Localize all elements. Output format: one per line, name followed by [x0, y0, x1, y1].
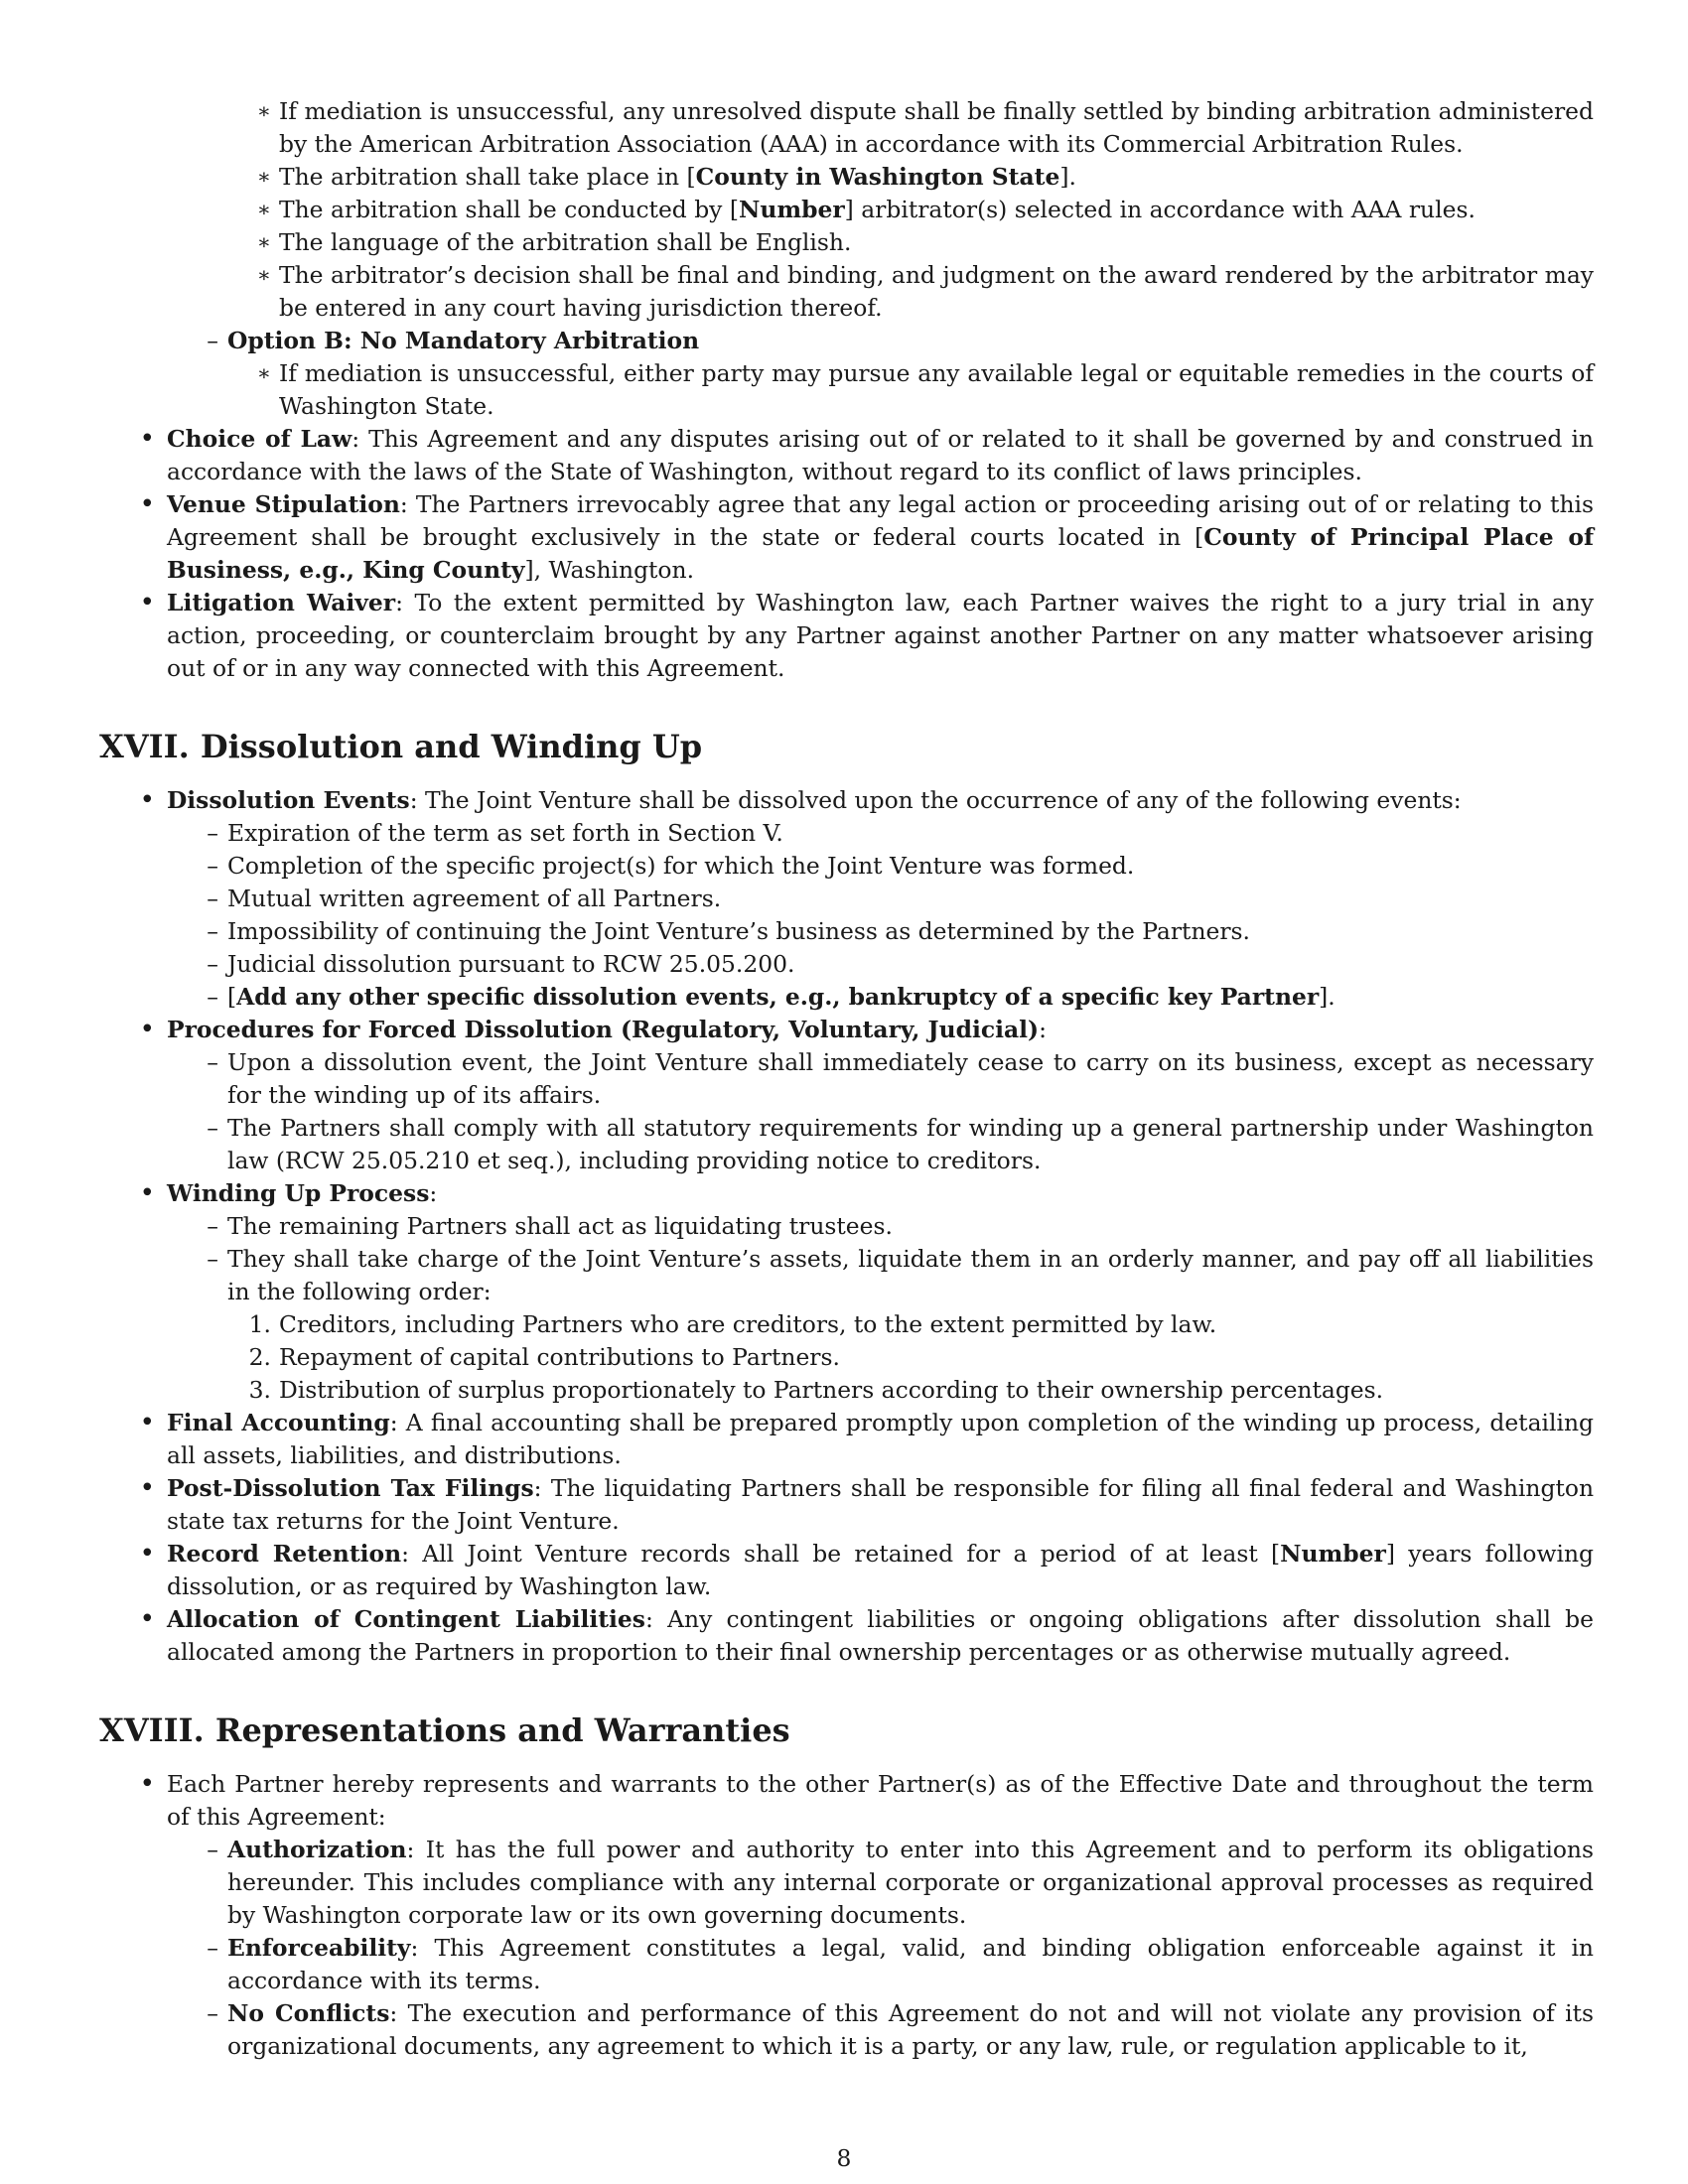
tax-filings: • Post-Dissolution Tax Filings: The liquidating Partners shall be responsible for filing all final federal and Washington state tax returns for the Joint Venture. — [99, 1472, 1594, 1538]
ordered-item: 3. Distribution of surplus proportionately to Partners according to their ownership percentages. — [248, 1376, 1384, 1404]
list-item: – Upon a dissolution event, the Joint Venture shall immediately cease to carry on its business, except as necessary for the winding up of its affairs. — [99, 1046, 1594, 1112]
bullet-marker: • — [139, 1408, 155, 1437]
bullet-marker: • — [139, 489, 155, 519]
star-marker: ∗ — [256, 198, 271, 221]
list-item: – No Conflicts: The execution and performance of this Agreement do not and will not violate any provision of its organizational documents, any agreement to which it is a party, or any law, rule, or regulation applicable to it, — [99, 1997, 1594, 2063]
forced-dissolution: • Procedures for Forced Dissolution (Regulatory, Voluntary, Judicial): — [99, 1014, 1594, 1046]
dash-marker: – — [207, 950, 218, 978]
dash-marker: – — [207, 1245, 218, 1273]
section-heading-xvii: XVII. Dissolution and Winding Up — [99, 728, 703, 765]
dash-marker: – — [207, 885, 218, 912]
star-marker: ∗ — [256, 165, 271, 189]
record-retention: • Record Retention: All Joint Venture records shall be retained for a period of at least [Number] years following dissolution, or as required by Washington law. — [99, 1538, 1594, 1603]
bullet-marker: • — [139, 1473, 155, 1503]
bullet-marker: • — [139, 424, 155, 454]
final-accounting: • Final Accounting: A final accounting shall be prepared promptly upon completion of the winding up process, detailing all assets, liabilities, and distributions. — [99, 1407, 1594, 1472]
ordered-item: 1. Creditors, including Partners who are creditors, to the extent permitted by law. — [248, 1310, 1217, 1338]
star-marker: ∗ — [256, 230, 271, 254]
winding-up-process: • Winding Up Process: — [99, 1177, 1594, 1210]
section-heading-xviii: XVIII. Representations and Warranties — [99, 1711, 790, 1749]
list-item: – Expiration of the term as set forth in Section V. — [99, 817, 1594, 850]
list-item: – Impossibility of continuing the Joint Venture’s business as determined by the Partners. — [99, 915, 1594, 948]
venue-stipulation: • Venue Stipulation: The Partners irrevocably agree that any legal action or proceeding arising out of or relating to this Agreement shall be brought exclusively in the state or federal courts located in [County of Principal Place of Business, e.g., King County], Washington. — [99, 488, 1594, 587]
dash-marker: – — [207, 1114, 218, 1142]
dash-marker: – — [207, 1048, 218, 1076]
list-item: – They shall take charge of the Joint Venture’s assets, liquidate them in an orderly manner, and pay off all liabilities in the following order: — [99, 1243, 1594, 1308]
list-item: – Enforceability: This Agreement constitutes a legal, valid, and binding obligation enforceable against it in accordance with its terms. — [99, 1932, 1594, 1997]
ordered-item: 2. Repayment of capital contributions to Partners. — [248, 1343, 840, 1371]
litigation-waiver: • Litigation Waiver: To the extent permitted by Washington law, each Partner waives the right to a jury trial in any action, proceeding, or counterclaim brought by any Partner against another Partner on any matter whatsoever arising out of or in any way connected with this Agreement. — [99, 587, 1594, 685]
page-number: 8 — [836, 2144, 852, 2172]
list-item: ∗ If mediation is unsuccessful, either party may pursue any available legal or equitable remedies in the courts of Washington State. — [99, 357, 1594, 423]
dash-marker: – — [207, 1836, 218, 1863]
dash-marker: – — [207, 917, 218, 945]
dash-marker: – — [207, 1934, 218, 1962]
list-item: ∗ If mediation is unsuccessful, any unresolved dispute shall be finally settled by binding arbitration administered by the American Arbitration Association (AAA) in accordance with its Commercial Arbitration Rules. — [99, 95, 1594, 161]
star-marker: ∗ — [256, 263, 271, 287]
dash-marker: – — [207, 1212, 218, 1240]
dash-marker: – — [207, 1999, 218, 2027]
bullet-marker: • — [139, 1769, 155, 1799]
bullet-marker: • — [139, 588, 155, 617]
list-item: – Judicial dissolution pursuant to RCW 25.05.200. — [99, 948, 1594, 981]
list-item: ∗ The arbitrator’s decision shall be final and binding, and judgment on the award rendered by the arbitrator may be entered in any court having jurisdiction thereof. — [99, 259, 1594, 325]
list-item: – [Add any other specific dissolution events, e.g., bankruptcy of a specific key Partner]. — [99, 981, 1594, 1014]
star-marker: ∗ — [256, 361, 271, 385]
choice-of-law: • Choice of Law: This Agreement and any disputes arising out of or related to it shall be governed by and construed in accordance with the laws of the State of Washington, without regard to its conflict of laws principles. — [99, 423, 1594, 488]
document-page — [99, 95, 1594, 2063]
bullet-marker: • — [139, 1178, 155, 1208]
bullet-marker: • — [139, 1604, 155, 1634]
dash-marker: – — [207, 852, 218, 880]
dash-marker: – — [207, 983, 218, 1011]
list-item: ∗ The language of the arbitration shall be English. — [99, 226, 1594, 259]
list-item: – Mutual written agreement of all Partners. — [99, 883, 1594, 915]
list-item: – The remaining Partners shall act as liquidating trustees. — [99, 1210, 1594, 1243]
list-item: ∗ The arbitration shall take place in [County in Washington State]. — [99, 161, 1594, 194]
list-item: ∗ The arbitration shall be conducted by [Number] arbitrator(s) selected in accordance with AAA rules. — [99, 194, 1594, 226]
representations-intro: • Each Partner hereby represents and warrants to the other Partner(s) as of the Effective Date and throughout the term of this Agreement: — [99, 1768, 1594, 1834]
dissolution-events: • Dissolution Events: The Joint Venture shall be dissolved upon the occurrence of any of the following events: — [99, 784, 1594, 817]
contingent-liabilities: • Allocation of Contingent Liabilities: Any contingent liabilities or ongoing obligations after dissolution shall be allocated among the Partners in proportion to their final ownership percentages or as otherwise mutually agreed. — [99, 1603, 1594, 1669]
bullet-marker: • — [139, 1539, 155, 1569]
dash-marker: – — [207, 819, 218, 847]
dash-marker: – — [207, 327, 218, 354]
list-item: – Completion of the specific project(s) for which the Joint Venture was formed. — [99, 850, 1594, 883]
option-b: – Option B: No Mandatory Arbitration — [99, 325, 1594, 357]
list-item: – Authorization: It has the full power and authority to enter into this Agreement and to perform its obligations hereunder. This includes compliance with any internal corporate or organizational approval processes as required by Washington corporate law or its own governing documents. — [99, 1834, 1594, 1932]
bullet-marker: • — [139, 1015, 155, 1044]
bullet-marker: • — [139, 785, 155, 815]
star-marker: ∗ — [256, 99, 271, 123]
list-item: – The Partners shall comply with all statutory requirements for winding up a general partnership under Washington law (RCW 25.05.210 et seq.), including providing notice to creditors. — [99, 1112, 1594, 1177]
